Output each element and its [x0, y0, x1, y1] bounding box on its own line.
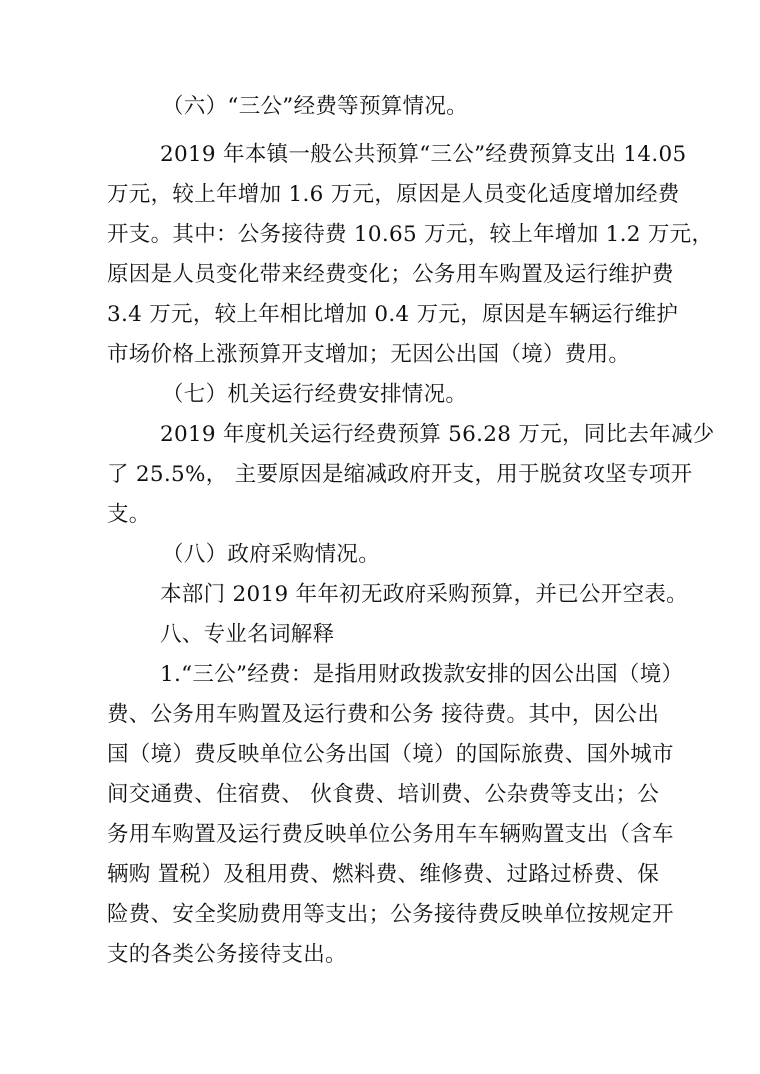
paragraph-line: 国（境）费反映单位公务出国（境）的国际旅费、国外城市	[107, 742, 674, 767]
paragraph-line: 开支。其中：公务接待费 10.65 万元，较上年增加 1.2 万元，	[107, 222, 714, 247]
chapter-heading: 八、专业名词解释	[160, 622, 335, 647]
paragraph-line: 原因是人员变化带来经费变化；公务用车购置及运行维护费	[107, 262, 674, 287]
paragraph-line: 支的各类公务接待支出。	[107, 942, 347, 967]
paragraph-line: 市场价格上涨预算开支增加；无因公出国（境）费用。	[107, 342, 631, 367]
paragraph-line: 1.“三公”经费：是指用财政拨款安排的因公出国（境）	[160, 662, 684, 687]
paragraph-line: 支。	[107, 502, 151, 527]
section-heading-six: （六）“三公”经费等预算情况。	[162, 94, 468, 119]
paragraph-line: 万元，较上年增加 1.6 万元，原因是人员变化适度增加经费	[107, 182, 680, 207]
paragraph-line: 2019 年度机关运行经费预算 56.28 万元，同比去年减少	[160, 422, 715, 447]
paragraph-line: 了 25.5%， 主要原因是缩减政府开支，用于脱贫攻坚专项开	[107, 462, 693, 487]
paragraph-line: 间交通费、住宿费、 伙食费、培训费、公杂费等支出；公	[107, 782, 660, 807]
paragraph-line: 务用车购置及运行费反映单位公务用车车辆购置支出（含车	[107, 822, 674, 847]
section-heading-eight: （八）政府采购情况。	[162, 542, 381, 567]
paragraph-line: 险费、安全奖励费用等支出；公务接待费反映单位按规定开	[107, 902, 674, 927]
section-heading-seven: （七）机关运行经费安排情况。	[162, 382, 468, 407]
paragraph-line: 3.4 万元，较上年相比增加 0.4 万元，原因是车辆运行维护	[107, 302, 679, 327]
paragraph-line: 辆购 置税）及租用费、燃料费、维修费、过路过桥费、保	[107, 862, 660, 887]
paragraph-line: 2019 年本镇一般公共预算“三公”经费预算支出 14.05	[160, 142, 687, 167]
paragraph-line: 本部门 2019 年年初无政府采购预算，并已公开空表。	[160, 582, 688, 607]
paragraph-line: 费、公务用车购置及运行费和公务 接待费。其中，因公出	[107, 702, 660, 727]
